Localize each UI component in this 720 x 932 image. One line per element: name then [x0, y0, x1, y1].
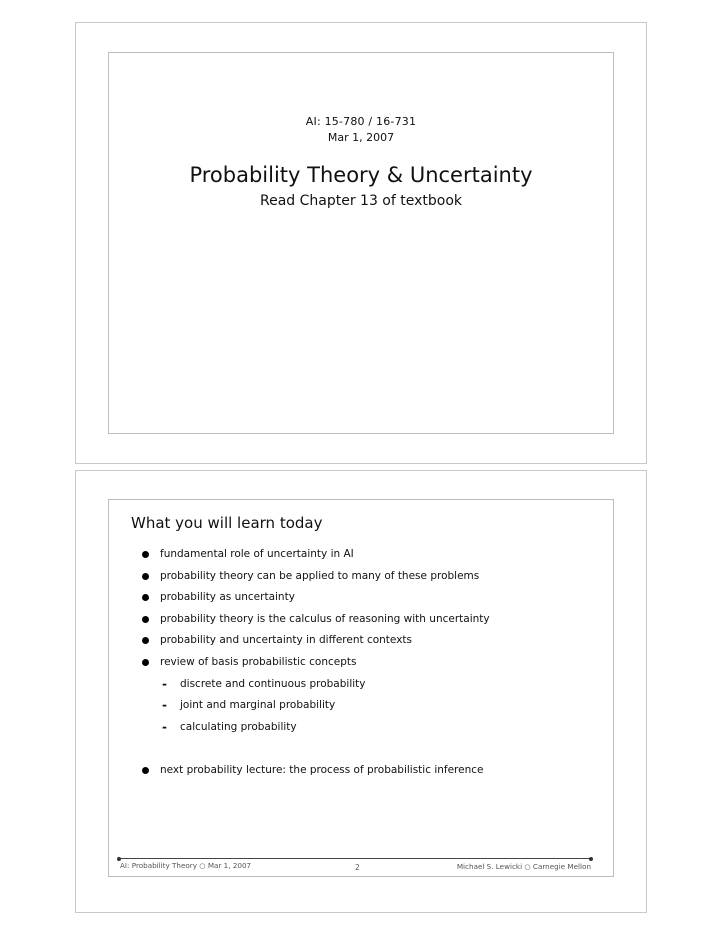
bullet-icon [142, 767, 149, 774]
bullet-icon [142, 616, 149, 623]
bullet-text: probability theory is the calculus of reasoning with uncertainty [160, 612, 490, 625]
sub-bullet-text: joint and marginal probability [180, 699, 336, 712]
footer-left: AI: Probability Theory ○ Mar 1, 2007 [120, 861, 252, 870]
content-slide [108, 499, 614, 877]
bullet-icon [142, 637, 149, 644]
sub-list-item [139, 717, 599, 739]
sub-bullet-text: calculating probability [180, 720, 297, 733]
bullet-text: probability theory can be applied to many of these problems [160, 569, 480, 582]
list-item [139, 566, 599, 588]
list-item [139, 760, 599, 782]
footer-rule [119, 858, 591, 859]
title-slide [108, 52, 614, 434]
sub-bullet-text: discrete and continuous probability [180, 677, 366, 690]
list-spacer [139, 738, 599, 760]
list-item [139, 609, 599, 631]
slide-heading: What you will learn today [131, 514, 323, 532]
lecture-date: Mar 1, 2007 [327, 131, 395, 144]
dash-icon: - [162, 719, 167, 734]
list-item [139, 587, 599, 609]
footer-right: Michael S. Lewicki ○ Carnegie Mellon [456, 862, 591, 871]
bullet-icon [142, 573, 149, 580]
slide-subtitle: Read Chapter 13 of textbook [259, 193, 462, 209]
list-item [139, 544, 599, 566]
bullet-icon [142, 594, 149, 601]
dash-icon: - [162, 676, 167, 691]
bullet-text: next probability lecture: the process of probabilistic inference [160, 764, 484, 777]
bullet-text: review of basis probabilistic concepts [160, 655, 357, 668]
bullet-icon [142, 659, 149, 666]
slide-title: Probability Theory & Uncertainty [189, 163, 533, 187]
sub-list-item [139, 695, 599, 717]
bullet-text: probability as uncertainty [160, 591, 295, 604]
list-item [139, 630, 599, 652]
bullet-icon [142, 551, 149, 558]
bullet-list [139, 544, 599, 782]
course-number: AI: 15-780 / 16-731 [305, 115, 417, 128]
dash-icon: - [162, 698, 167, 713]
bullet-text: probability and uncertainty in different contexts [160, 634, 412, 647]
page-number: 2 [355, 863, 360, 872]
bullet-text: fundamental role of uncertainty in AI [160, 548, 354, 560]
list-item [139, 652, 599, 674]
sub-list-item [139, 674, 599, 696]
